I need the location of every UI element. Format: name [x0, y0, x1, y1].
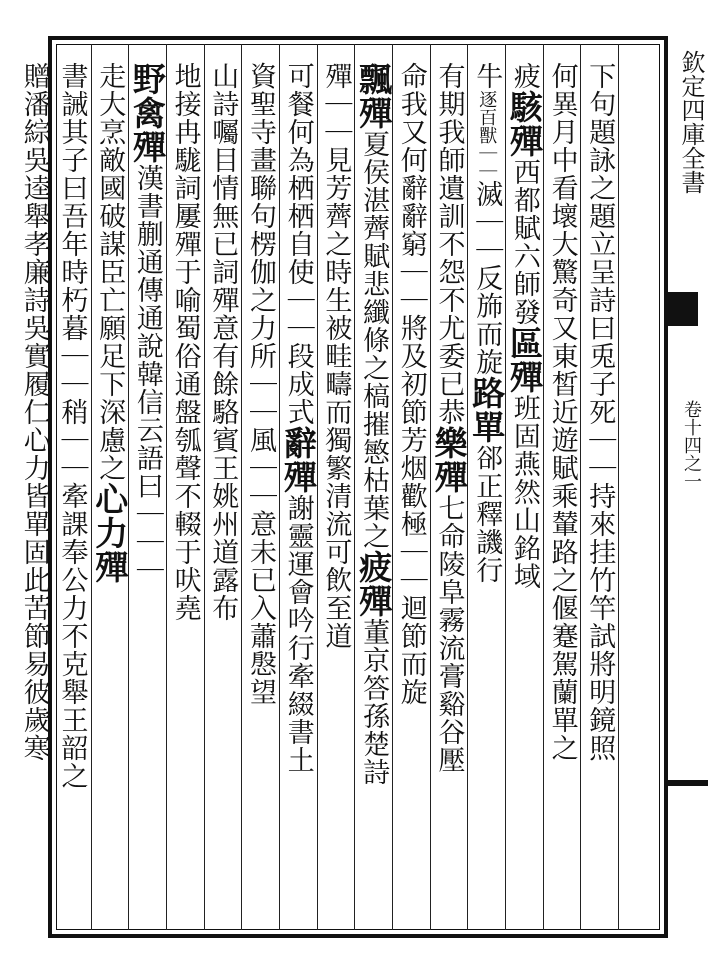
text-run: 七命陵阜霧流膏谿谷壓: [433, 494, 465, 774]
text-run: 夏侯湛薺賦悲纖條之槁摧慜枯葉之: [358, 130, 390, 550]
volume-label: 卷十四之一: [681, 400, 702, 490]
text-column: [504, 62, 544, 922]
column-rule: [618, 44, 619, 930]
text-run: 資聖寺畫聯句楞伽之力所｜｜風｜｜意未已入蕭慇望: [245, 62, 276, 706]
headword: 心: [90, 482, 130, 516]
text-run: 疲: [508, 62, 540, 90]
text-run: 殫｜｜見芳薺之時生被畦疇而獨繁: [320, 62, 352, 482]
text-run: 有期我師遺訓不怨不尤委已恭: [433, 62, 465, 426]
headword: 殫: [90, 550, 130, 584]
headword: 疲: [354, 550, 394, 584]
text-column: [467, 62, 507, 922]
text-run: 董京答孫楚詩: [358, 618, 390, 786]
text-run: 可餐何為栖栖自使｜｜段成式: [282, 62, 314, 426]
margin-book-title: [672, 50, 706, 930]
headword: 殫: [429, 460, 469, 494]
text-run: 山詩囑目情無已詞殫意有餘駱賓王姚州道露布: [207, 62, 239, 622]
text-run: 下句題詠之題立呈詩曰兎子死｜｜持來挂竹竿試將明鏡照: [584, 62, 616, 762]
text-column: [17, 62, 51, 922]
small-note: 逐百獸｜｜: [476, 90, 498, 180]
headword: 殫: [127, 130, 167, 164]
text-run: 西都賦六師發: [508, 158, 540, 326]
text-run: 何異月中看壞大驚奇又東皙近遊賦乘輦路之偃蹇駕蘭單之: [546, 62, 578, 762]
headword: 殫: [354, 584, 394, 618]
text-run: 漢書蒯通傳通說韓信云語曰｜｜｜: [131, 164, 163, 584]
headword: 區: [504, 326, 544, 360]
headword: 辭: [278, 426, 318, 460]
text-run: 滅｜｜反斾而旋: [471, 180, 503, 376]
text-column: [545, 62, 579, 922]
text-column: [278, 62, 318, 922]
text-column: [394, 62, 428, 922]
text-run: 牛: [471, 62, 503, 90]
text-run: 郤正釋譏行: [471, 444, 503, 584]
text-column: [127, 62, 167, 922]
text-column: [243, 62, 277, 922]
text-run: 清流可飲至道: [320, 482, 352, 650]
text-column: [318, 62, 352, 922]
text-column: [205, 62, 239, 922]
fishtail-mark-lower: [668, 780, 708, 786]
headword: 力: [90, 516, 130, 550]
headword: 飄: [354, 62, 394, 96]
text-run: 走大烹敵國破謀臣亡願足下深慮之: [94, 62, 126, 482]
headword: 殫: [504, 360, 544, 394]
headword: 禽: [127, 96, 167, 130]
column-rule: [580, 44, 581, 930]
column-rule: [354, 44, 355, 930]
headword: 殫: [504, 124, 544, 158]
text-run: 書誡其子曰吾年時朽暮｜｜稍｜｜牽課奉公力不克舉王韶之: [56, 62, 88, 790]
text-run: 芳烟歡極｜｜迴節而旋: [395, 426, 427, 706]
headword: 殫: [354, 96, 394, 130]
text-column: [55, 62, 89, 922]
text-run: 班固燕然山銘域: [508, 394, 540, 590]
fishtail-mark: [668, 292, 698, 326]
headword: 殫: [278, 460, 318, 494]
text-column: [90, 62, 130, 922]
text-column: [354, 62, 394, 922]
column-rule: [505, 44, 506, 930]
headword: 野: [127, 62, 167, 96]
text-run: 贈潘綜吳逵舉孝廉詩吳實履仁心力皆單固此苦節易彼歲寒: [18, 62, 50, 762]
headword: 駭: [504, 90, 544, 124]
headword: 路: [467, 376, 507, 410]
text-column: [168, 62, 202, 922]
text-run: 謝靈運會吟行牽綴書土: [282, 494, 314, 774]
book-title: 欽定四庫全書: [677, 50, 705, 194]
headword: 單: [467, 410, 507, 444]
column-rule: [241, 44, 242, 930]
text-run: 命我又何辭辭窮｜｜將及初節: [395, 62, 427, 426]
text-column: [582, 62, 616, 922]
headword: 樂: [429, 426, 469, 460]
text-column: [429, 62, 469, 922]
text-run: 地接冉駹詞屢殫于喻蜀俗通盤瓠聲不輟于吠堯: [169, 62, 201, 622]
